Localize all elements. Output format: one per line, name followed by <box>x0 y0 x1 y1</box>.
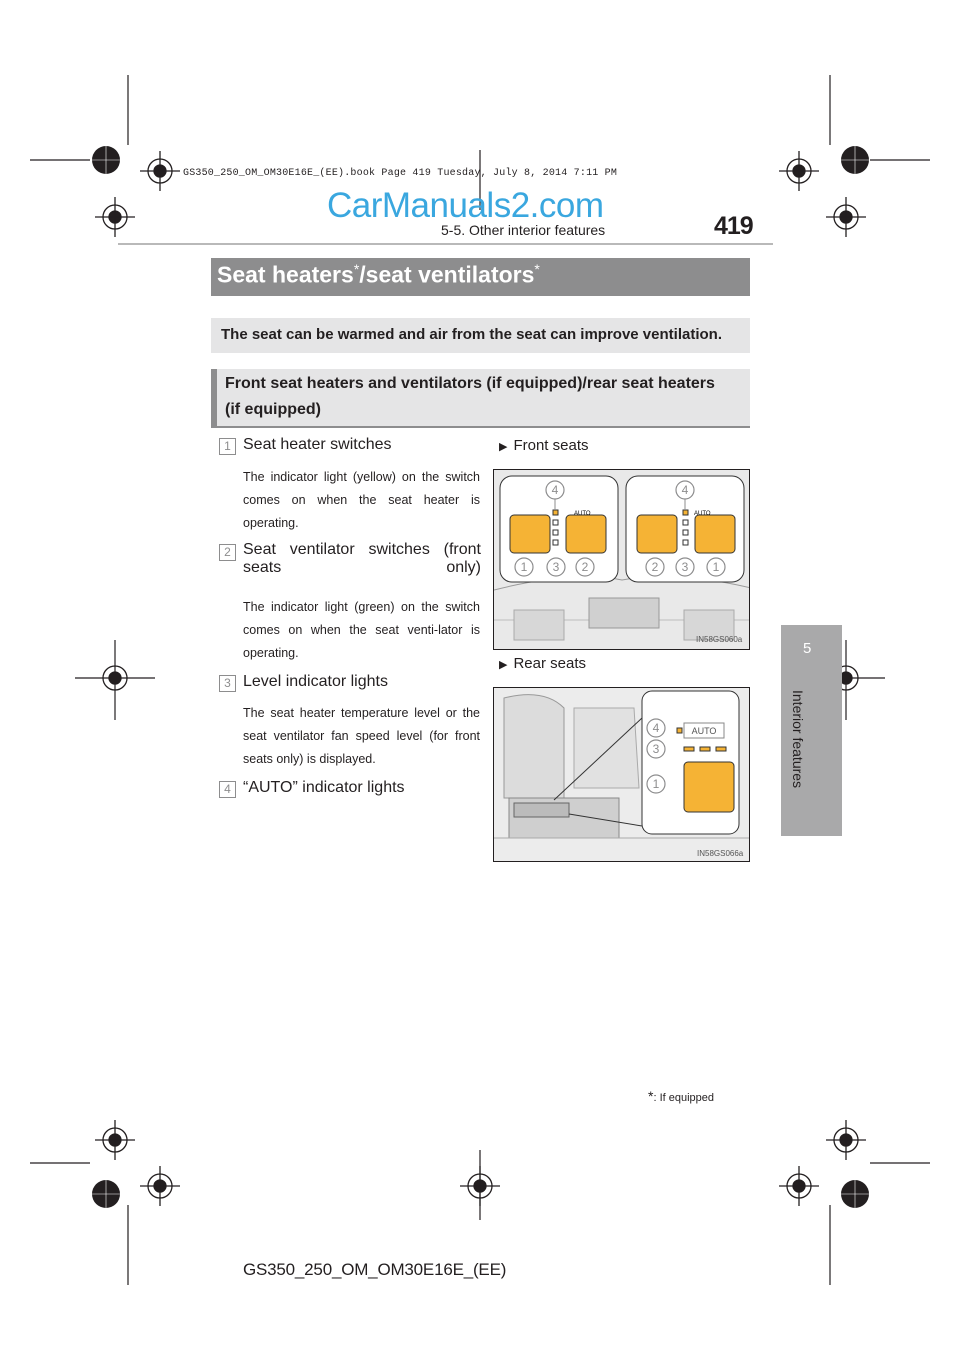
front-auto-right: AUTO <box>694 511 711 517</box>
page-title-bar <box>211 258 750 296</box>
item-title: Level indicator lights <box>243 673 388 690</box>
rear-seats-illustration <box>494 688 750 862</box>
front-callout-right: 3 <box>681 560 689 574</box>
item-title: “AUTO” indicator lights <box>243 779 405 796</box>
rear-seats-figure <box>493 687 750 862</box>
footnote: *: If equipped <box>648 1088 715 1104</box>
item-number-box: 1 <box>219 438 236 455</box>
watermark-logo: CarManuals2.com <box>327 186 604 225</box>
item-description: The seat heater temperature level or the seat ventilator fan speed level (for front seats only) is displayed. <box>243 706 480 766</box>
footer-code: GS350_250_OM_OM30E16E_(EE) <box>243 1260 507 1279</box>
front-seats-illustration <box>494 470 750 650</box>
item-number-box: 3 <box>219 675 236 692</box>
front-callout-left: 3 <box>552 560 560 574</box>
item-number-box: 4 <box>219 781 236 798</box>
front-callout-right: 2 <box>651 560 659 574</box>
intro-box <box>211 318 750 353</box>
rear-figure-code: IN58GS066a <box>697 849 744 858</box>
front-callout-left: 4 <box>551 483 559 497</box>
chapter-title: Interior features <box>790 690 806 789</box>
rear-auto-label: AUTO <box>691 726 717 736</box>
front-callout-left: 1 <box>520 560 528 574</box>
subheading-line2: (if equipped) <box>225 401 321 418</box>
page-title: Seat heaters*/seat ventilators* <box>217 261 540 288</box>
front-auto-left: AUTO <box>574 511 591 517</box>
play-arrow-icon: ▶ <box>499 659 508 671</box>
subheading-line1: Front seat heaters and ventilators (if equipped)/rear seat heaters <box>225 375 715 392</box>
front-figure-code: IN58GS060a <box>696 635 743 644</box>
section-header: 5-5. Other interior features <box>441 222 606 238</box>
rear-seats-label: ▶ Rear seats <box>499 655 587 672</box>
intro-text: The seat can be warmed and air from the seat can improve ventilation. <box>221 326 722 343</box>
play-arrow-icon: ▶ <box>499 441 508 453</box>
rear-callout: 1 <box>652 777 660 791</box>
item-number-box: 2 <box>219 544 236 561</box>
book-file-line: GS350_250_OM_OM30E16E_(EE).book Page 419 Tuesday, July 8, 2014 7:11 PM <box>183 168 618 179</box>
front-seats-label: ▶ Front seats <box>499 437 589 454</box>
item-title: Seat ventilator switches (front seats only) <box>243 541 481 576</box>
subheading-box <box>211 369 750 427</box>
front-callout-left: 2 <box>581 560 589 574</box>
header-rule <box>118 243 773 245</box>
front-callout-right: 1 <box>712 560 720 574</box>
front-seats-figure <box>493 469 750 650</box>
chapter-number: 5 <box>803 640 812 657</box>
item-title: Seat heater switches <box>243 436 392 453</box>
front-callout-right: 4 <box>681 483 689 497</box>
page-number: 419 <box>714 212 753 240</box>
rear-callout: 4 <box>652 721 660 735</box>
rear-callout: 3 <box>652 742 660 756</box>
item-description: The indicator light (green) on the switch comes on when the seat venti-lator is operating. <box>243 600 480 660</box>
subheading-rule <box>211 426 750 428</box>
item-description: The indicator light (yellow) on the switch comes on when the seat heater is operating. <box>243 470 480 530</box>
